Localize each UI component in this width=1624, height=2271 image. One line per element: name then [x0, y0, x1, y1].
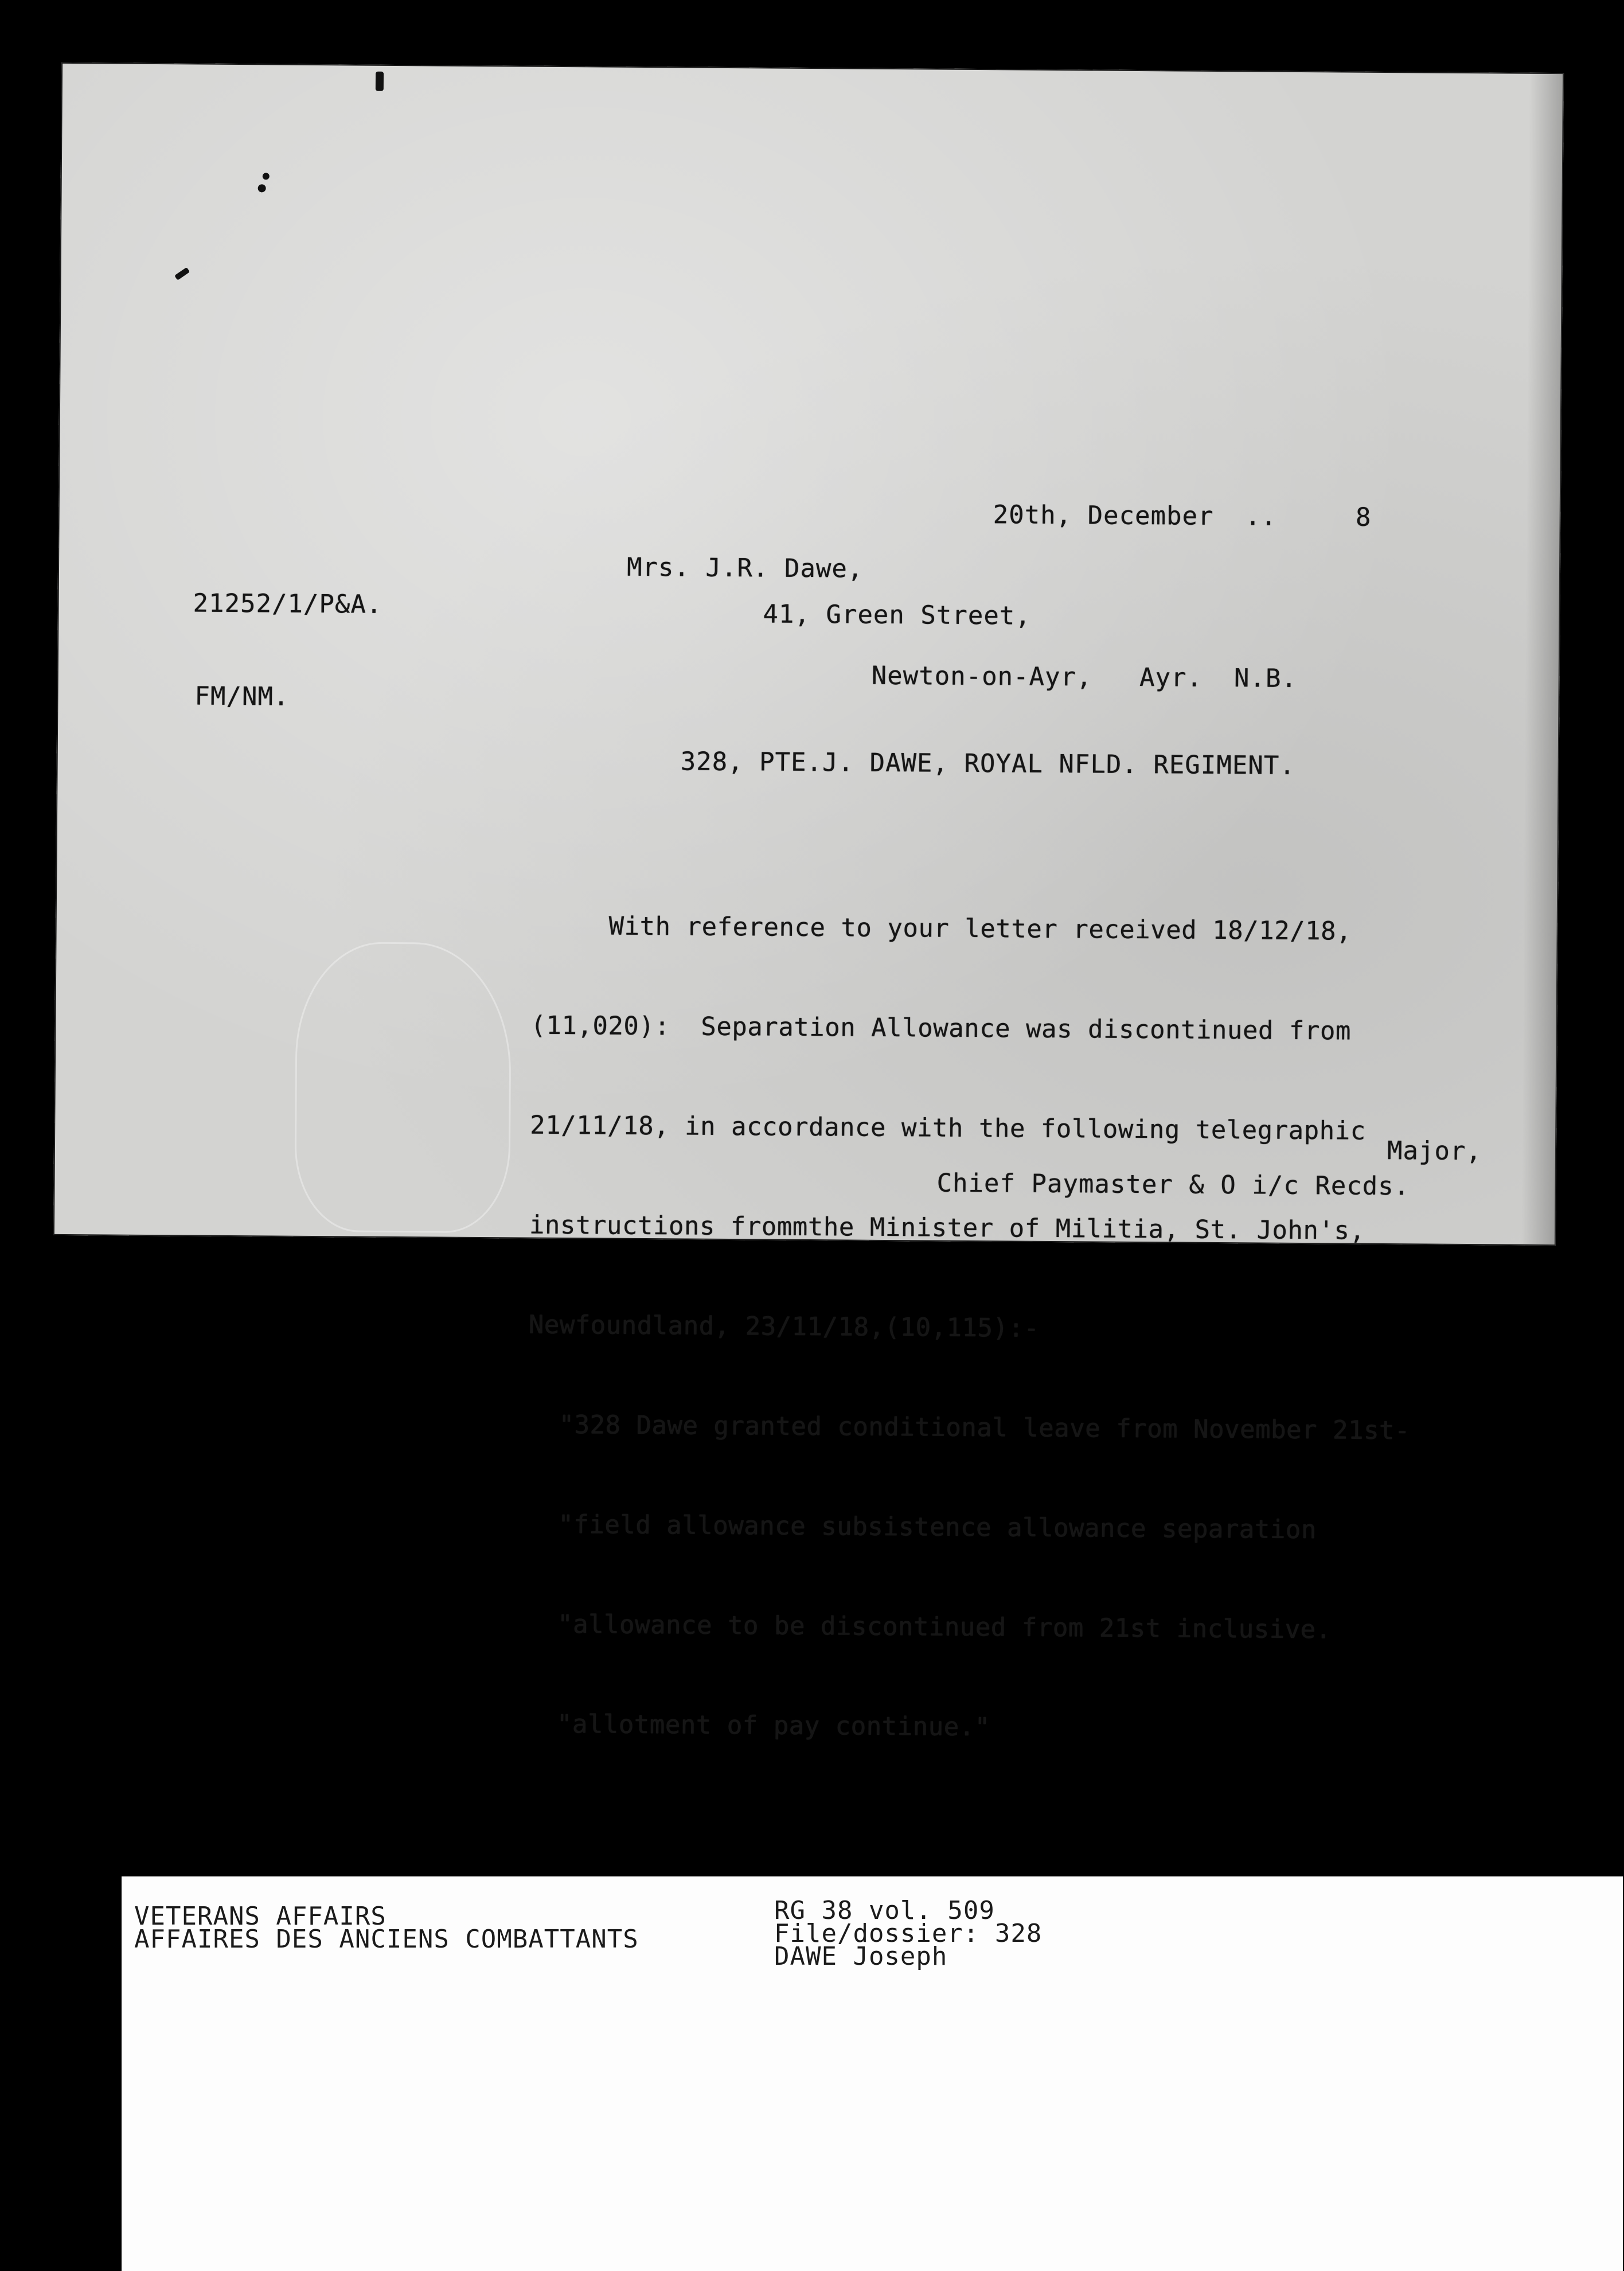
signature-rank: Major, — [1387, 1136, 1482, 1166]
body-line: "328 Dawe granted conditional leave from November 21st- — [528, 1410, 1411, 1446]
archive-label-card — [122, 1876, 1623, 2271]
department-french: AFFAIRES DES ANCIENS COMBATTANTS — [134, 1925, 639, 1954]
department-english: VETERANS AFFAIRS — [134, 1902, 387, 1931]
faded-stamp — [294, 942, 512, 1234]
file-number: File/dossier: 328 — [774, 1919, 1043, 1948]
letter-body — [525, 843, 1414, 1814]
subject-line: 328, PTE.J. DAWE, ROYAL NFLD. REGIMENT. — [680, 747, 1295, 781]
file-reference: 21252/1/P&A. — [193, 588, 382, 619]
body-line: "field allowance subsistence allowance separation — [527, 1509, 1317, 1545]
body-line: 21/11/18, in accordance with the following telegraphic — [530, 1110, 1366, 1146]
typist-initials: FM/NM. — [194, 681, 290, 712]
letter-sheet — [53, 63, 1564, 1742]
subject-name: DAWE Joseph — [774, 1942, 948, 1971]
record-group: RG 38 vol. 509 — [774, 1896, 995, 1925]
ink-mark — [263, 173, 270, 180]
ink-mark — [174, 267, 190, 280]
body-line: (11,020): Separation Allowance was discontinued from — [530, 1010, 1352, 1046]
body-line: With reference to your letter received 18/12/18, — [531, 911, 1352, 946]
ink-mark — [376, 72, 384, 91]
sheet-edge-shadow — [1521, 73, 1564, 1246]
body-line: Newfoundland, 23/11/18,(10,115):- — [528, 1310, 1040, 1343]
addressee-name: Mrs. J.R. Dawe, — [626, 552, 864, 584]
body-line: "allotment of pay continue." — [525, 1709, 990, 1742]
signature-title: Chief Paymaster & O i/c Recds. — [936, 1168, 1410, 1201]
addressee-town: Newton-on-Ayr, Ayr. N.B. — [871, 661, 1298, 693]
letter-date: 20th, December .. 8 — [993, 500, 1372, 532]
ink-mark — [258, 184, 266, 192]
addressee-street: 41, Green Street, — [763, 599, 1031, 631]
body-line: "allowance to be discontinued from 21st inclusive. — [526, 1609, 1332, 1645]
body-line: instructions frommthe Minister of Militia, St. John's, — [529, 1210, 1365, 1246]
